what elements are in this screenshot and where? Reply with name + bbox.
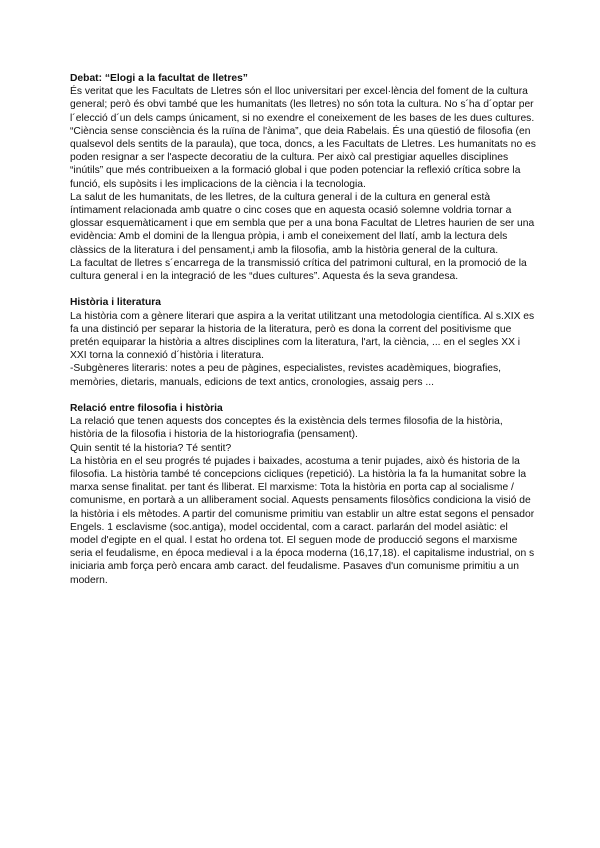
section-heading: Relació entre filosofia i història bbox=[70, 403, 223, 415]
section-heading: Història i literatura bbox=[70, 297, 161, 309]
paragraph: Quin sentit té la historia? Té sentit? bbox=[70, 442, 232, 454]
section-filosofia-historia bbox=[70, 402, 538, 587]
paragraph: La història en el seu progrés té pujades i baixades, acostuma a tenir pujades, això és historia de la filosofia. La història també té concepcions cicliques (repetició). La història la fa la humanitat sobre la marxa sense finalitat. per tant és lliberat. El marxisme: Tota la història en porta cap al socialisme / comunisme, en portarà a un alliberament social. Aquests pensaments filosòfics condiciona la visió de la història i els mètodes. A partir del comunisme primitiu van establir un altre estat segons el pensador Engels. 1 esclavisme (soc.antiga), model occidental, com a caract. parlarán del model asiàtic: el model d'egipte en el qual. l estat ho ordena tot. El seguen mode de producció segons el marxisme seria el feudalisme, en época medieval i a la época moderna (16,17,18). el capitalisme industrial, on s iniciaria amb força però encara amb caract. del feudalisme. Pasaves d'un comunisme primitiu a un modern. bbox=[70, 455, 535, 586]
paragraph: “Ciència sense consciència és la ruïna de l'ànima”, que deia Rabelais. És una qüestió de filosofia (en qualsevol dels sentits de la paraula), que toca, doncs, a les Facultats de Lletres. Les humanitats no es poden resignar a ser l'aspecte decoratiu de la cultura. Per això cal prestigiar aquelles disciplines “inútils” que més contribueixen a la formació global i que poden potenciar la reflexió crítica sobre la funció, els supòsits i les implicacions de la ciència i la tecnologia. bbox=[70, 125, 536, 190]
paragraph: -Subgèneres literaris: notes a peu de pàgines, especialistes, revistes acadèmiques, biografies, memòries, dietaris, manuals, edicions de text antics, cronologies, assaig pers ... bbox=[70, 363, 501, 388]
document-page bbox=[70, 72, 538, 600]
paragraph: La història com a gènere literari que aspira a la veritat utilitzant una metodologia científica. Al s.XIX es fa una distinció per separar la historia de la literatura, però es dona la corrent del positivisme que pretén equiparar la història a altres disciplines com la literatura, l'art, la ciència, ... en el segles XX i XXI torna la connexió d´història i literatura. bbox=[70, 310, 535, 362]
paragraph: La relació que tenen aquests dos conceptes és la existència dels termes filosofia de la història, història de la filosofia i historia de la historiografia (pensament). bbox=[70, 416, 503, 441]
paragraph: La salut de les humanitats, de les lletres, de la cultura general i de la cultura en general està íntimament relacionada amb quatre o cinc coses que en aquesta ocasió solemne voldria tornar a glossar esquemàticament i que em sembla que per a una bona Facultat de Lletres haurien de ser una evidència: Amb el domini de la llengua pròpia, i amb el coneixement del llatí, amb la lectura dels clàssics de la literatura i del pensament,i amb la filosofia, amb la història general de la cultura. bbox=[70, 191, 535, 256]
section-heading: Debat: “Elogi a la facultat de lletres” bbox=[70, 73, 248, 84]
section-debat bbox=[70, 72, 538, 283]
section-historia-literatura bbox=[70, 296, 538, 388]
paragraph: La facultat de lletres s´encarrega de la transmissió crítica del patrimoni cultural, en la promoció de la cultura general i en la integració de les “dues cultures”. Aquesta és la seva grandesa. bbox=[70, 257, 527, 283]
paragraph: És veritat que les Facultats de Lletres són el lloc universitari per excel·lència del foment de la cultura general; però és obvi també que les humanitats (les lletres) no són tota la cultura. No s´ha d´optar per l´elecció d´un dels camps únicament, si no exendre el coneixement de les bases de les dues cultures. bbox=[70, 86, 535, 124]
